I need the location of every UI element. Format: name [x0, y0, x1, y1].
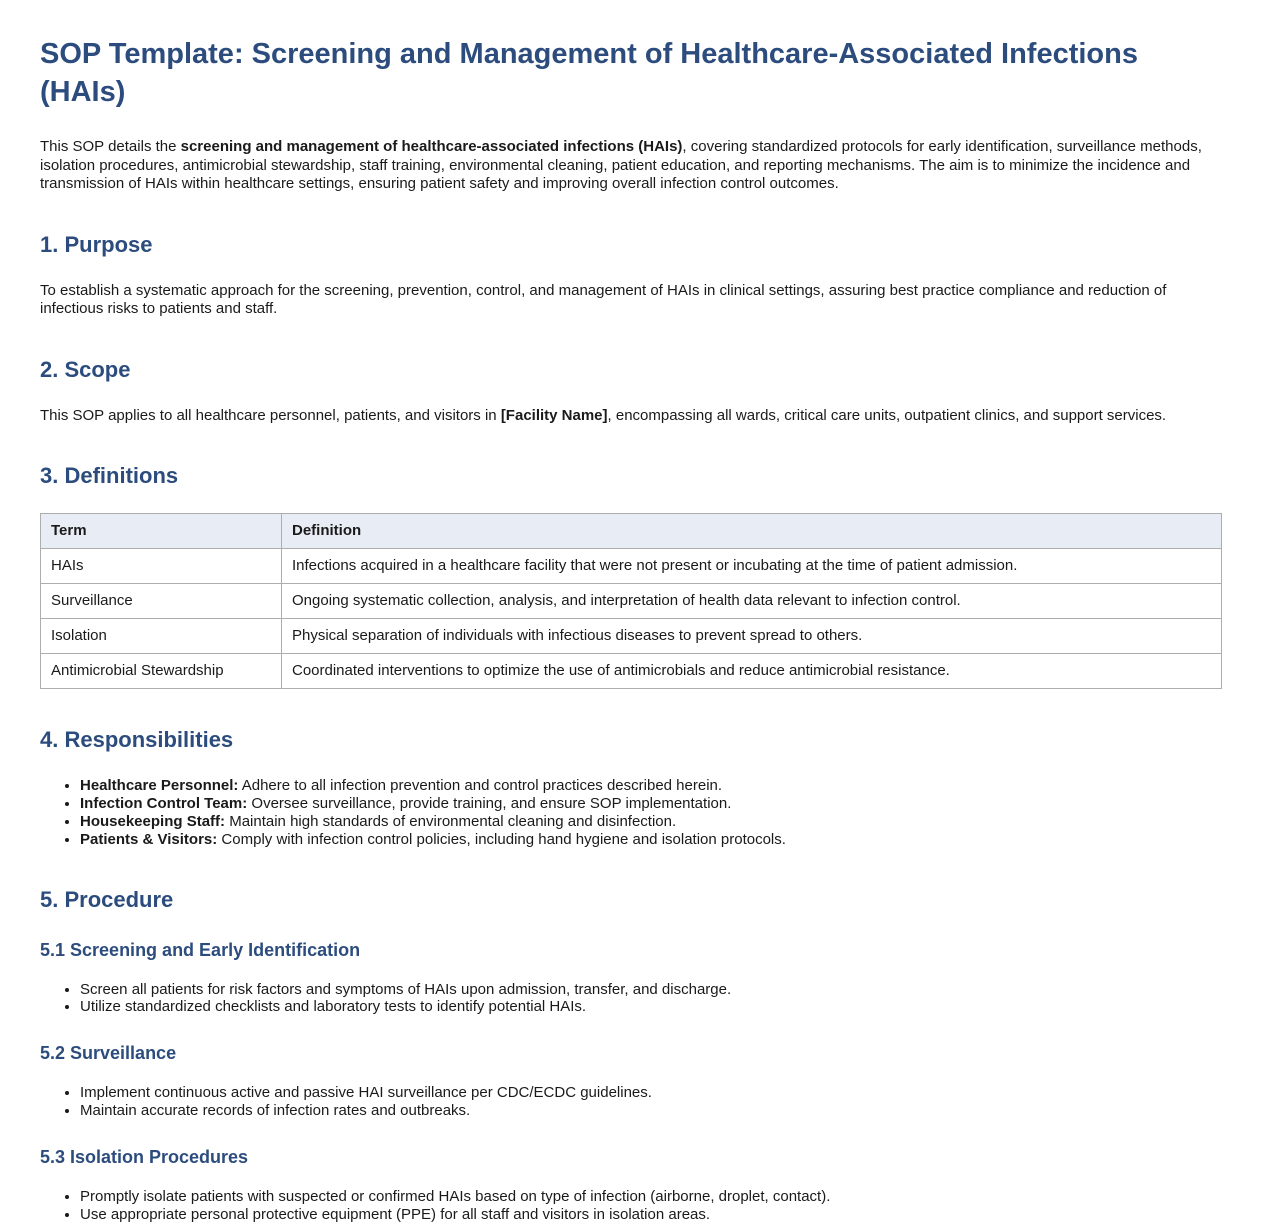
section-heading-purpose: 1. Purpose — [40, 231, 153, 257]
surveillance-list — [40, 1084, 1222, 1120]
list-item: • Maintain accurate records of infection rates and outbreaks. — [80, 1102, 1222, 1120]
table-row — [41, 584, 1222, 619]
definitions-table — [40, 513, 1222, 689]
list-item-role: Healthcare Personnel: — [80, 777, 239, 795]
scope-body — [40, 407, 1222, 426]
intro-text-bold: screening and management of healthcare-associated infections (HAIs) — [180, 138, 683, 156]
table-row — [41, 619, 1222, 654]
list-item-text: Comply with infection control policies, including hand hygiene and isolation protocols. — [217, 830, 786, 848]
table-header-definition: Definition — [282, 514, 1222, 549]
table-row — [41, 654, 1222, 689]
purpose-body: To establish a systematic approach for the screening, prevention, control, and management of HAIs in clinical settings, assuring best practice compliance and reduction of infectious risks to patients and staff. — [40, 281, 1167, 318]
list-item — [80, 795, 1222, 813]
term-cell: Isolation — [41, 619, 282, 654]
list-item: • Use appropriate personal protective equipment (PPE) for all staff and visitors in isolation areas. — [80, 1206, 1222, 1223]
scope-text-post: , encompassing all wards, critical care units, outpatient clinics, and support services. — [607, 406, 1167, 424]
list-item-text: Oversee surveillance, provide training, and ensure SOP implementation. — [247, 795, 732, 813]
list-item-role: Patients & Visitors: — [80, 830, 218, 848]
list-item: • Implement continuous active and passive HAI surveillance per CDC/ECDC guidelines. — [80, 1084, 1222, 1102]
responsibilities-list — [40, 777, 1222, 848]
term-cell: Antimicrobial Stewardship — [41, 654, 282, 689]
subsection-heading-surveillance: 5.2 Surveillance — [40, 1043, 177, 1064]
subsection-heading-isolation: 5.3 Isolation Procedures — [40, 1146, 249, 1167]
table-header-term: Term — [41, 514, 282, 549]
list-item-role: Housekeeping Staff: — [80, 812, 226, 830]
list-item: • Utilize standardized checklists and laboratory tests to identify potential HAIs. — [80, 998, 1222, 1016]
section-heading-responsibilities: 4. Responsibilities — [40, 727, 234, 753]
page-title: SOP Template: Screening and Management of Healthcare-Associated Infections (HAIs) — [40, 38, 1138, 108]
list-item: • Screen all patients for risk factors and symptoms of HAIs upon admission, transfer, and discharge. — [80, 981, 1222, 999]
definitions-table-head — [41, 514, 1222, 549]
term-cell: HAIs — [41, 549, 282, 584]
intro-text-post: , covering standardized protocols for early identification, surveillance methods, isolation procedures, antimicrobial stewardship, staff training, environmental cleaning, patient education, and reporting mechanisms. The aim is to minimize the incidence and transmission of HAIs within healthcare settings, ensuring patient safety and improving overall infection control outcomes. — [40, 138, 1202, 193]
definitions-table-body — [41, 549, 1222, 689]
term-cell: Surveillance — [41, 584, 282, 619]
list-item-role: Infection Control Team: — [80, 795, 248, 813]
subsection-heading-screening: 5.1 Screening and Early Identification — [40, 939, 361, 960]
list-item-text: Maintain high standards of environmental cleaning and disinfection. — [225, 812, 677, 830]
intro-text-pre: This SOP details the — [40, 138, 181, 156]
list-item — [80, 813, 1222, 831]
screening-list — [40, 981, 1222, 1017]
scope-text-bold: [Facility Name] — [500, 406, 608, 424]
list-item — [80, 831, 1222, 849]
list-item: • Promptly isolate patients with suspected or confirmed HAIs based on type of infection (airborne, droplet, contact). — [80, 1188, 1222, 1206]
definition-cell: Physical separation of individuals with infectious diseases to prevent spread to others. — [282, 619, 1222, 654]
section-heading-procedure: 5. Procedure — [40, 886, 174, 912]
section-heading-definitions: 3. Definitions — [40, 463, 179, 489]
section-heading-scope: 2. Scope — [40, 356, 131, 382]
table-header-row — [41, 514, 1222, 549]
isolation-list — [40, 1188, 1222, 1223]
list-item-text: Adhere to all infection prevention and control practices described herein. — [238, 777, 723, 795]
definition-cell: Coordinated interventions to optimize the use of antimicrobials and reduce antimicrobial resistance. — [282, 654, 1222, 689]
list-item — [80, 777, 1222, 795]
table-row — [41, 549, 1222, 584]
definition-cell: Ongoing systematic collection, analysis, and interpretation of health data relevant to infection control. — [282, 584, 1222, 619]
definition-cell: Infections acquired in a healthcare facility that were not present or incubating at the time of patient admission. — [282, 549, 1222, 584]
scope-text-pre: This SOP applies to all healthcare personnel, patients, and visitors in — [40, 406, 501, 424]
intro-paragraph — [40, 138, 1222, 194]
